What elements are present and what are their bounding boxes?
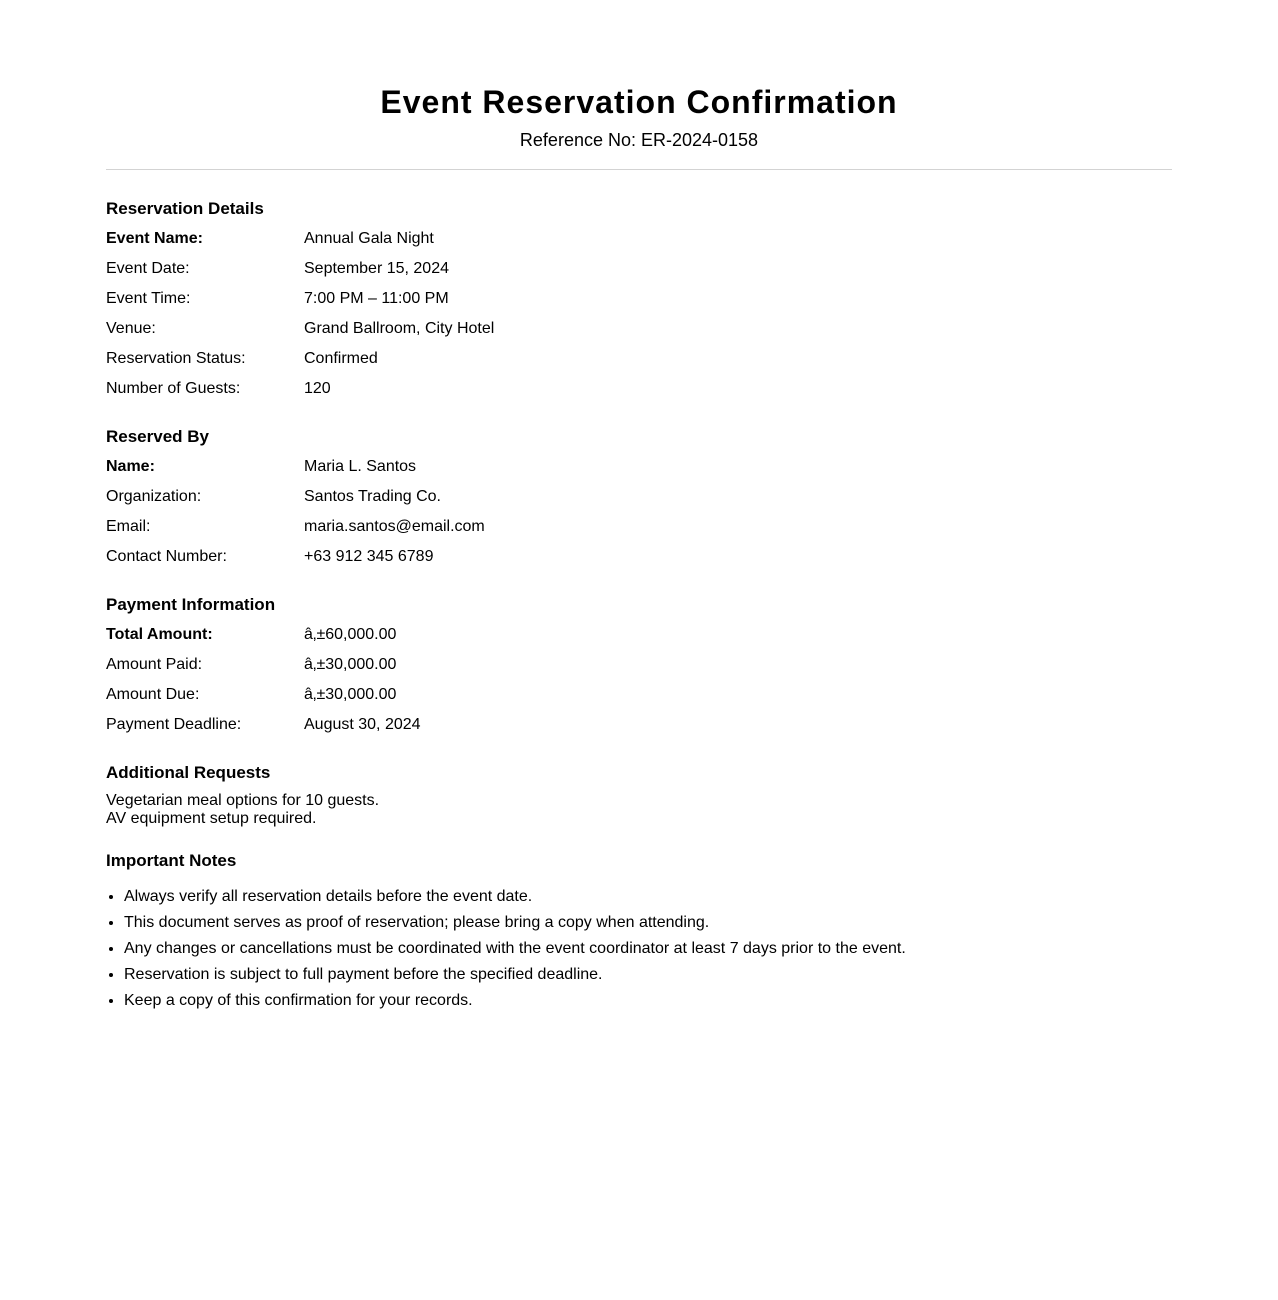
detail-row-venue: [106, 314, 1172, 344]
detail-value: â‚±30,000.00: [304, 686, 397, 703]
detail-row-event-name: [106, 224, 1172, 254]
detail-row-amount-paid: [106, 650, 1172, 680]
reservation-details-section: [106, 199, 1172, 404]
detail-row-reservation-status: [106, 344, 1172, 374]
important-notes-section: [106, 851, 1172, 1014]
detail-value: Grand Ballroom, City Hotel: [304, 320, 495, 337]
detail-label: Amount Due:: [106, 686, 200, 703]
detail-value: Santos Trading Co.: [304, 488, 441, 505]
page-title: Event Reservation Confirmation: [380, 84, 898, 120]
confirmation-document: [106, 0, 1172, 1014]
detail-row-total-amount: [106, 620, 1172, 650]
detail-value: Annual Gala Night: [304, 230, 434, 247]
additional-requests-text: [106, 792, 1172, 828]
detail-value: +63 912 345 6789: [304, 548, 434, 565]
detail-row-amount-due: [106, 680, 1172, 710]
section-heading-additional-requests: Additional Requests: [106, 763, 271, 782]
detail-row-organization: [106, 482, 1172, 512]
section-heading-payment-information: Payment Information: [106, 595, 276, 614]
detail-label: Event Date:: [106, 260, 190, 277]
detail-value: 120: [304, 380, 331, 397]
detail-label: Email:: [106, 518, 151, 535]
note-item: • Reservation is subject to full payment before the specified deadline.: [124, 962, 1172, 988]
detail-value: â‚±60,000.00: [304, 626, 397, 643]
detail-row-number-of-guests: [106, 374, 1172, 404]
detail-row-name: [106, 452, 1172, 482]
note-item: • Always verify all reservation details before the event date.: [124, 884, 1172, 910]
request-line: Vegetarian meal options for 10 guests.: [106, 792, 380, 809]
payment-section: [106, 595, 1172, 740]
detail-label: Name:: [106, 458, 155, 475]
note-item: • This document serves as proof of reservation; please bring a copy when attending.: [124, 910, 1172, 936]
section-heading-reserved-by: Reserved By: [106, 427, 210, 446]
section-heading-reservation-details: Reservation Details: [106, 199, 264, 218]
detail-label: Amount Paid:: [106, 656, 203, 673]
header-divider: [106, 169, 1172, 170]
detail-label: Reservation Status:: [106, 350, 246, 367]
note-item: • Any changes or cancellations must be coordinated with the event coordinator at least 7 days prior to the event.: [124, 936, 1172, 962]
detail-value: September 15, 2024: [304, 260, 449, 277]
detail-label: Payment Deadline:: [106, 716, 242, 733]
detail-row-event-date: [106, 254, 1172, 284]
detail-label: Organization:: [106, 488, 202, 505]
detail-label: Contact Number:: [106, 548, 227, 565]
detail-row-payment-deadline: [106, 710, 1172, 740]
reference-number: Reference No: ER-2024-0158: [519, 130, 759, 150]
important-notes-list: [106, 884, 1172, 1014]
detail-row-event-time: [106, 284, 1172, 314]
request-line: AV equipment setup required.: [106, 810, 317, 827]
detail-value: Maria L. Santos: [304, 458, 417, 475]
detail-label: Number of Guests:: [106, 380, 241, 397]
section-heading-important-notes: Important Notes: [106, 851, 237, 870]
detail-value: â‚±30,000.00: [304, 656, 397, 673]
detail-value: August 30, 2024: [304, 716, 421, 733]
detail-label: Event Name:: [106, 230, 203, 247]
additional-requests-section: [106, 763, 1172, 828]
reserved-by-rows: [106, 452, 1172, 572]
detail-label: Venue:: [106, 320, 156, 337]
detail-row-contact-number: [106, 542, 1172, 572]
payment-rows: [106, 620, 1172, 740]
detail-label: Event Time:: [106, 290, 191, 307]
detail-value: Confirmed: [304, 350, 378, 367]
detail-value: maria.santos@email.com: [304, 518, 485, 535]
detail-value: 7:00 PM – 11:00 PM: [304, 290, 449, 307]
reserved-by-section: [106, 427, 1172, 572]
detail-label: Total Amount:: [106, 626, 213, 643]
detail-row-email: [106, 512, 1172, 542]
reservation-details-rows: [106, 224, 1172, 404]
note-item: • Keep a copy of this confirmation for your records.: [124, 988, 1172, 1014]
